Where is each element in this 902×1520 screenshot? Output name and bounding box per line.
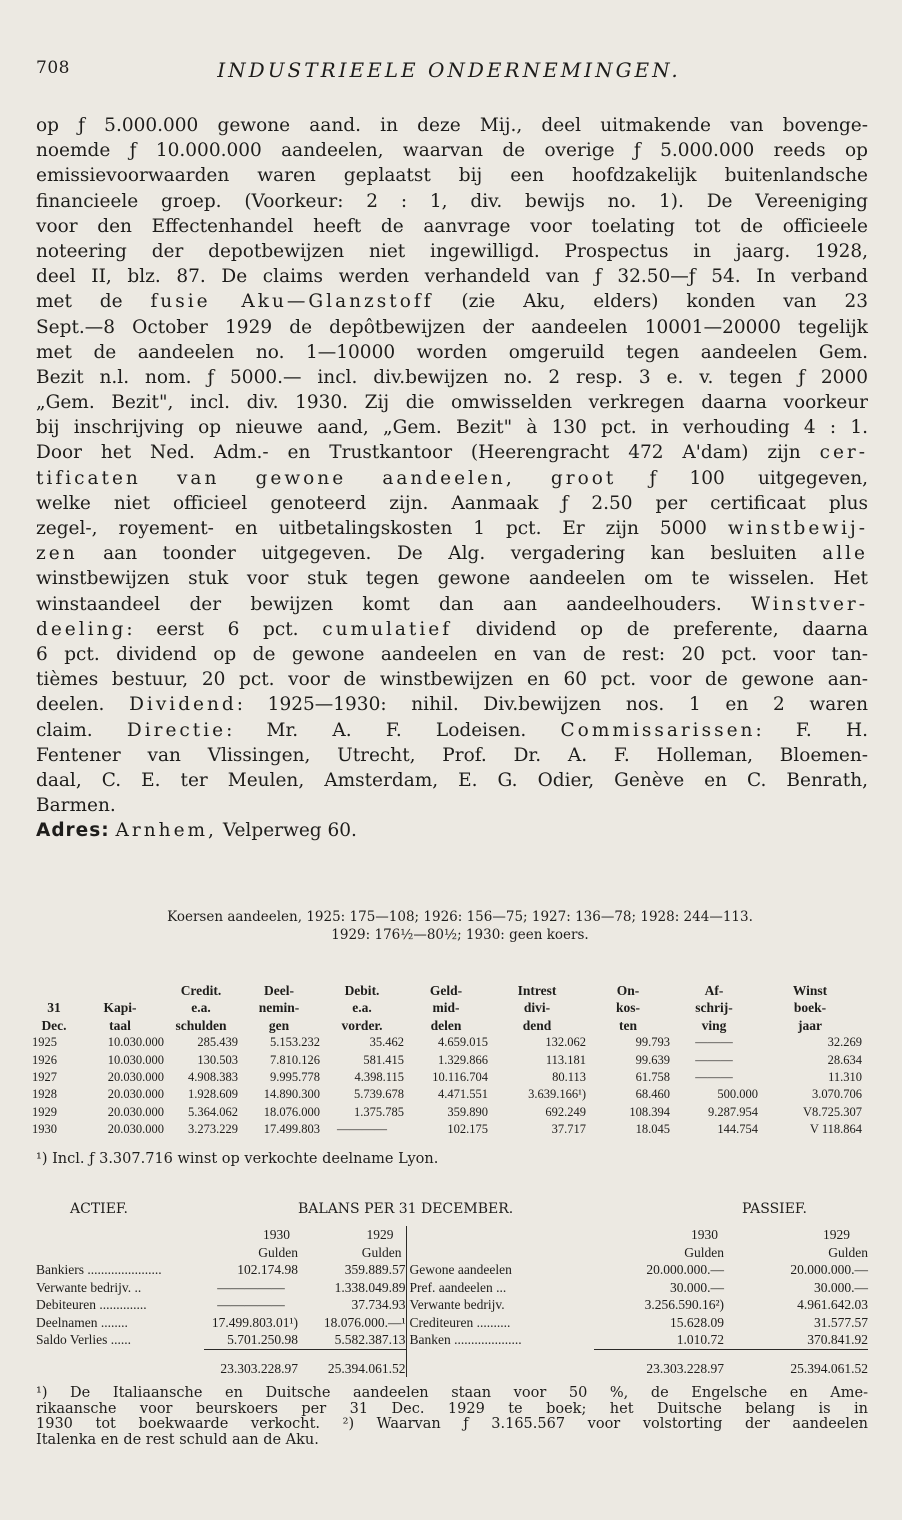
table-cell: 3.273.229 <box>188 1122 238 1137</box>
company-description <box>36 113 868 843</box>
table-cell: 5.153.232 <box>270 1035 320 1050</box>
table-cell: 3.639.166¹) <box>528 1087 586 1102</box>
text-segment: dividend op de preferente, daarna <box>452 618 868 640</box>
text-segment: (zie Aku, elders) konden van 23 <box>433 291 868 313</box>
table-cell: 99.793 <box>635 1035 670 1050</box>
table-row <box>32 1052 862 1069</box>
table-header-cell: e.a. <box>352 1000 372 1016</box>
balance-passief-label: PASSIEF. <box>742 1201 807 1217</box>
table-cell: 1929 <box>32 1104 57 1119</box>
table-header-cell: schulden <box>175 1017 227 1033</box>
table-cell: 10.116.704 <box>432 1070 488 1085</box>
table-cell: ———— <box>337 1122 387 1137</box>
text-line: winstbewijzen stuk voor stuk tegen gewone aandeelen om te wisselen. Het <box>36 568 868 590</box>
financial-table <box>32 982 862 1139</box>
table-header-cell: delen <box>430 1017 462 1033</box>
table-cell: 4.908.383 <box>188 1070 238 1085</box>
table-header-cell: Credit. <box>180 983 222 998</box>
balance-empty-cell <box>406 1349 594 1377</box>
balance-cell: 20.000.000.— <box>646 1262 724 1277</box>
table-row <box>32 1086 862 1103</box>
table-header-cell: Af- <box>704 983 724 998</box>
text-segment: winstaandeel der bewijzen komt dan aan aandeelhouders. <box>36 593 752 615</box>
text-line: Sept.—8 October 1929 de depôtbewijzen der aandeelen 10001—20000 tegelijk <box>36 316 868 338</box>
table-cell: 4.471.551 <box>438 1087 488 1102</box>
balance-total-cell: 23.303.228.97 <box>594 1349 724 1377</box>
table-cell: 130.503 <box>197 1052 238 1067</box>
text-line: deel II, blz. 87. De claims werden verhandeld van ƒ 32.50—ƒ 54. In verband <box>36 266 868 288</box>
page-number: 708 <box>36 58 70 78</box>
share-prices <box>60 908 860 944</box>
table-cell: 28.634 <box>827 1052 862 1067</box>
unit-cell: Gulden <box>361 1244 402 1260</box>
balance-cell: 15.628.09 <box>670 1314 724 1330</box>
table-header-cell: divi- <box>523 1000 551 1016</box>
footnote-line: ¹) De Italiaansche en Duitsche aandeelen staan voor 50 %, de Engelsche en Ame- <box>36 1385 868 1401</box>
spaced-term: fusie Aku—Glanzstoff <box>150 291 434 313</box>
table-cell: 1930 <box>32 1122 57 1137</box>
balance-cell: 18.076.000.—¹ <box>323 1314 406 1330</box>
text-segment: ƒ 100 uitgegeven, <box>616 467 868 489</box>
year-cell: 1929 <box>366 1227 394 1242</box>
text-segment: deelen. <box>36 694 130 716</box>
table-header-cell: kos- <box>615 1000 640 1016</box>
footnote-line: rikaansche voor beurskoers per 31 Dec. 1929 te boek; het Duitsche belang is in <box>36 1400 868 1417</box>
table-cell: 500.000 <box>717 1087 758 1102</box>
balance-cell: 31.577.57 <box>814 1314 868 1330</box>
table-header-cell: ving <box>701 1017 727 1033</box>
balance-actief-label: ACTIEF. <box>70 1201 128 1217</box>
balance-cell: 359.889.57 <box>344 1262 406 1277</box>
balance-cell: ————— <box>217 1297 285 1312</box>
year-cell: 1929 <box>823 1227 850 1242</box>
balance-row <box>36 1296 868 1314</box>
balance-cell: 370.841.92 <box>807 1332 868 1347</box>
share-prices-line: 1929: 176½—80½; 1930: geen koers. <box>331 927 589 943</box>
balance-footnote <box>36 1386 868 1448</box>
text-line: daal, C. E. ter Meulen, Amsterdam, E. G. Odier, Genève en C. Benrath, <box>36 769 868 791</box>
table-cell: 14.890.300 <box>263 1087 320 1102</box>
balance-row <box>36 1331 868 1349</box>
table-cell: 5.739.678 <box>354 1087 404 1102</box>
table-header-cell: Winst <box>792 983 828 998</box>
text-line <box>36 541 868 566</box>
table-row <box>32 1121 862 1138</box>
text-line: tièmes bestuur, 20 pct. voor de winstbewijzen en 60 pct. voor de gewone aan- <box>36 669 868 691</box>
spaced-term: tificaten van gewone aandeelen, groot <box>36 467 617 489</box>
table-cell: ——— <box>695 1052 733 1067</box>
table-header-cell: schrij- <box>695 1000 733 1016</box>
balance-total-cell: 25.394.061.52 <box>724 1349 868 1377</box>
text-line: 6 pct. dividend op de gewone aandeelen en van de rest: 20 pct. voor tan- <box>36 643 868 665</box>
balance-cell: 102.174.98 <box>237 1262 298 1277</box>
text-line: op ƒ 5.000.000 gewone aand. in deze Mij., deel uitmakende van bovenge- <box>36 115 868 136</box>
text-line: welke niet officieel genoteerd zijn. Aanmaak ƒ 2.50 per certificaat plus <box>36 492 868 514</box>
balance-cell: Gewone aandeelen <box>406 1261 594 1279</box>
balance-year-row <box>36 1226 868 1244</box>
balance-total-cell: 23.303.228.97 <box>204 1349 298 1377</box>
table-cell: 3.070.706 <box>812 1087 862 1102</box>
unit-cell: Gulden <box>828 1244 868 1260</box>
text-segment: Door het Ned. Adm.- en Trustkantoor (Heerengracht 472 A'dam) zijn <box>36 442 820 464</box>
text-line: noemde ƒ 10.000.000 aandeelen, waarvan de overige ƒ 5.000.000 reeds op <box>36 140 868 162</box>
table-header-cell: Debit. <box>344 983 380 998</box>
balance-cell: Debiteuren .............. <box>36 1297 147 1312</box>
table-cell: 37.717 <box>551 1122 586 1137</box>
table-cell: 32.269 <box>827 1035 862 1050</box>
table-cell: 9.995.778 <box>270 1070 320 1085</box>
balance-unit-row <box>36 1244 868 1262</box>
table-cell: 108.394 <box>629 1104 670 1119</box>
table-header-cell: e.a. <box>191 1000 211 1016</box>
table-header-cell <box>76 982 164 999</box>
table-cell: 20.030.000 <box>107 1104 164 1119</box>
spaced-term: cer- <box>819 442 868 464</box>
table-cell: 1926 <box>32 1052 57 1067</box>
balance-cell: Verwante bedrijv. <box>406 1296 594 1314</box>
table-cell: 4.398.115 <box>354 1070 404 1085</box>
table-cell: 18.045 <box>635 1122 670 1137</box>
table-header-cell: Intrest <box>517 983 557 998</box>
address-label: Adres: <box>36 820 110 842</box>
spaced-term: Directie <box>126 719 227 741</box>
balance-header <box>36 1201 868 1221</box>
table-header-cell: vorder. <box>341 1017 383 1033</box>
year-cell: 1930 <box>263 1227 290 1242</box>
text-line: „Gem. Bezit", incl. div. 1930. Zij die omwisselden verkregen daarna voorkeur <box>36 392 868 414</box>
spaced-term: Dividend <box>129 694 237 716</box>
footnote: ¹) Incl. ƒ 3.307.716 winst op verkochte deelname Lyon. <box>36 1151 439 1167</box>
table-header-cell: ten <box>619 1017 637 1033</box>
balance-total-row <box>36 1349 868 1377</box>
text-line: Bezit n.l. nom. ƒ 5000.— incl. div.bewijzen no. 2 resp. 3 e. v. tegen ƒ 2000 <box>36 366 868 388</box>
table-header-cell: dend <box>522 1017 552 1033</box>
table-cell: V 118.864 <box>809 1122 862 1137</box>
text-line <box>36 516 868 541</box>
table-cell: 7.810.126 <box>270 1052 320 1067</box>
table-header-row <box>32 1017 862 1034</box>
balance-cell: Crediteuren .......... <box>406 1314 594 1332</box>
spaced-term: cumulatief <box>322 618 453 640</box>
balance-title: BALANS PER 31 DECEMBER. <box>298 1201 514 1217</box>
address-line <box>36 818 868 843</box>
table-header-cell: Geld- <box>429 983 463 998</box>
address-city: Arnhem, <box>115 820 217 842</box>
balance-cell: Verwante bedrijv. .. <box>36 1279 142 1295</box>
table-cell: 20.030.000 <box>107 1087 164 1102</box>
table-header-cell <box>32 982 76 999</box>
table-header-cell: nemin- <box>258 1000 300 1016</box>
table-cell: V8.725.307 <box>802 1104 862 1119</box>
spaced-term: Winstver- <box>751 593 868 615</box>
text-line: met de aandeelen no. 1—10000 worden omgeruild tegen aandeelen Gem. <box>36 341 868 363</box>
table-cell: 5.364.062 <box>188 1104 238 1119</box>
text-line: Fentener van Vlissingen, Utrecht, Prof. Dr. A. F. Holleman, Bloemen- <box>36 744 868 766</box>
table-header-cell: gen <box>268 1017 290 1033</box>
table-cell: 11.310 <box>828 1070 862 1085</box>
table-cell: 102.175 <box>447 1122 488 1137</box>
balance-cell: 1.010.72 <box>676 1332 724 1347</box>
balance-cell: 3.256.590.16²) <box>644 1297 724 1312</box>
table-row <box>32 1034 862 1051</box>
footnote-line: Italenka en de rest schuld aan de Aku. <box>36 1431 319 1448</box>
table-cell: 80.113 <box>552 1070 586 1085</box>
text-line: Barmen. <box>36 795 116 817</box>
table-cell: 1.928.609 <box>188 1087 238 1102</box>
table-header-cell: taal <box>109 1017 131 1033</box>
balance-cell: 30.000.— <box>814 1279 868 1295</box>
table-cell: ——— <box>695 1070 733 1085</box>
balance-row <box>36 1279 868 1297</box>
table-header-row <box>32 999 862 1016</box>
text-line: financieele groep. (Voorkeur: 2 : 1, div. bewijs no. 1). De Vereeniging <box>36 190 868 212</box>
text-segment: : 1925—1930: nihil. Div.bewijzen nos. 1 en 2 waren <box>236 694 869 716</box>
text-segment: zegel-, royement- en uitbetalingskosten 1 pct. Er zijn 5000 <box>36 518 728 539</box>
text-line <box>36 289 868 314</box>
table-cell: 18.076.000 <box>263 1104 320 1119</box>
table-cell: 20.030.000 <box>107 1070 164 1085</box>
balance-cell: Deelnamen ........ <box>36 1314 128 1330</box>
text-line <box>36 692 868 717</box>
balance-cell: ————— <box>217 1279 285 1295</box>
table-row <box>32 1069 862 1086</box>
text-line: voor den Effectenhandel heeft de aanvrage voor toelating tot de officieele <box>36 215 868 237</box>
text-line <box>36 718 868 743</box>
table-header-cell: 31 <box>47 1000 61 1016</box>
balance-cell: 1.338.049.89 <box>334 1279 406 1295</box>
text-segment: : Mr. A. F. Lodeisen. <box>226 719 561 741</box>
balance-cell: Saldo Verlies ...... <box>36 1332 131 1348</box>
balance-empty-cell <box>36 1349 204 1377</box>
table-cell: 10.030.000 <box>107 1035 164 1050</box>
table-cell: 68.460 <box>635 1087 670 1102</box>
table-cell: 99.639 <box>635 1052 670 1067</box>
table-header-cell: jaar <box>798 1017 822 1033</box>
spaced-term: alle <box>822 543 868 565</box>
table-cell: 1.375.785 <box>354 1104 404 1119</box>
address-street: Velperweg 60. <box>216 820 357 842</box>
table-cell: 35.462 <box>369 1035 404 1050</box>
balance-row <box>36 1314 868 1332</box>
running-title: INDUSTRIEELE ONDERNEMINGEN. <box>217 58 681 82</box>
text-line <box>36 592 868 617</box>
balance-cell: 37.734.93 <box>351 1297 406 1312</box>
share-prices-line: Koersen aandeelen, 1925: 175—108; 1926: 156—75; 1927: 136—78; 1928: 244—113. <box>167 909 753 925</box>
table-cell: 113.181 <box>545 1052 586 1067</box>
text-segment: met de <box>36 291 151 313</box>
table-cell: 1.329.866 <box>438 1052 488 1067</box>
table-header-cell: mid- <box>432 1000 460 1016</box>
table-header-cell: Dec. <box>41 1017 67 1033</box>
table-cell: 10.030.000 <box>107 1052 164 1067</box>
spaced-term: zen <box>36 543 78 565</box>
table-cell: ——— <box>695 1035 733 1050</box>
table-cell: 132.062 <box>545 1035 586 1050</box>
table-header-cell: On- <box>616 983 640 998</box>
balance-cell: 4.961.642.03 <box>797 1297 868 1312</box>
balance-cell: 5.582.387.13 <box>334 1332 406 1347</box>
table-cell: 581.415 <box>363 1052 404 1067</box>
text-segment: claim. <box>36 719 127 741</box>
balance-total-cell: 25.394.061.52 <box>298 1349 406 1377</box>
balance-cell: 5.701.250.98 <box>227 1332 298 1347</box>
balance-row <box>36 1261 868 1279</box>
table-row <box>32 1104 862 1121</box>
text-line: noteering der depotbewijzen niet ingewilligd. Prospectus in jaarg. 1928, <box>36 240 868 262</box>
table-cell: 692.249 <box>545 1104 586 1119</box>
table-header-cell: Deel- <box>264 983 294 998</box>
table-cell: 359.890 <box>447 1104 488 1119</box>
balance-cell: Bankiers ...................... <box>36 1262 162 1277</box>
balance-cell: Pref. aandeelen ... <box>406 1279 594 1297</box>
table-cell: 9.287.954 <box>708 1104 758 1119</box>
table-cell: 144.754 <box>717 1122 758 1137</box>
table-cell: 285.439 <box>197 1035 238 1050</box>
spaced-term: Commissarissen <box>560 719 756 741</box>
unit-cell: Gulden <box>684 1244 724 1260</box>
text-line <box>36 617 868 642</box>
table-cell: 61.758 <box>635 1070 670 1085</box>
table-cell: 1928 <box>32 1087 57 1102</box>
table-header-cell: Kapi- <box>103 1000 137 1016</box>
table-cell: 4.659.015 <box>438 1035 488 1050</box>
text-line <box>36 466 868 491</box>
balance-cell: Banken .................... <box>406 1331 594 1349</box>
table-header-row <box>32 982 862 999</box>
balance-sheet <box>36 1226 868 1377</box>
table-cell: 1925 <box>32 1035 57 1050</box>
text-line: emissievoorwaarden waren geplaatst bij een hoofdzakelijk buitenlandsche <box>36 165 868 187</box>
page-header <box>36 58 862 88</box>
text-line: bij inschrijving op nieuwe aand, „Gem. Bezit" à 130 pct. in verhouding 4 : 1. <box>36 417 868 439</box>
table-header-cell: boek- <box>793 1000 827 1016</box>
table-cell: 20.030.000 <box>107 1122 164 1137</box>
text-segment: : F. H. <box>755 719 869 741</box>
text-segment: : eerst 6 pct. <box>126 618 323 640</box>
text-segment: aan toonder uitgegeven. De Alg. vergadering kan besluiten <box>77 543 823 565</box>
spaced-term: winstbewij- <box>727 518 868 539</box>
table-cell: 1927 <box>32 1070 57 1085</box>
balance-cell: 20.000.000.— <box>790 1262 868 1277</box>
balance-cell: 17.499.803.01¹) <box>211 1314 298 1330</box>
spaced-term: deeling <box>36 618 127 640</box>
balance-cell: 30.000.— <box>670 1279 724 1295</box>
table-cell: 17.499.803 <box>263 1122 320 1137</box>
unit-cell: Gulden <box>258 1244 298 1260</box>
year-cell: 1930 <box>691 1227 718 1242</box>
text-line <box>36 440 868 465</box>
footnote-line: 1930 tot boekwaarde verkocht. ²) Waarvan ƒ 3.165.567 voor volstorting der aandeelen <box>36 1416 868 1432</box>
